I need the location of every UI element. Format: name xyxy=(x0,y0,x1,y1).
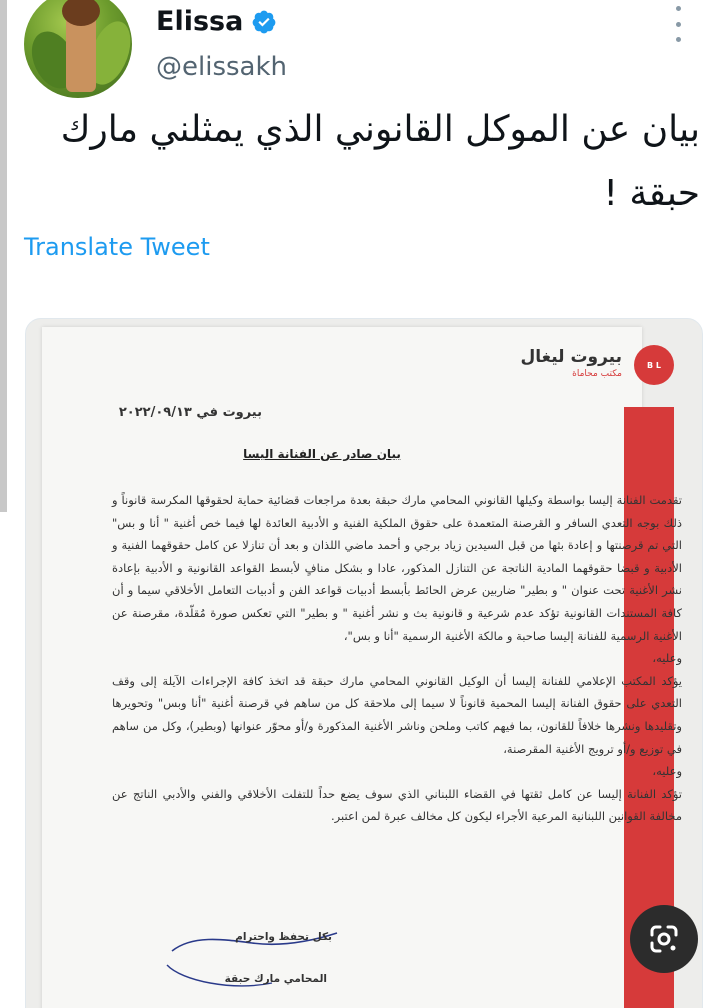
document-page xyxy=(42,327,682,1008)
firm-name: بيروت ليغال xyxy=(520,347,622,367)
document-closing: بكل تحفظ واحترام xyxy=(235,931,332,943)
author-name-row[interactable] xyxy=(156,6,277,37)
document-paragraph: وعليه، xyxy=(652,651,682,666)
tweet-text: بيان عن الموكل القانوني الذي يمثلني مارك حبقة ! xyxy=(60,109,700,214)
document-paragraph: يؤكد المكتب الإعلامي للفنانة إليسا أن الوكيل القانوني المحامي مارك حبقة قد اتخذ كافة الإجراءات الآيلة إلى وقف التعدي على حقوق الفنانة إليسا المحمية قانوناً لا سيما إلى ملاحقة كل من ساهم في قرصنة أغنية "أنا وبس" وتحويرها وتقليدها ونشرها خلافاً للقانون، بما فيهم كاتب وملحن وناشر الأغنية المذكورة و/أو محوّر عنوانها (وبطير)، وكل من ساهم في توزيع و/أو ترويج الأغنية المقرصنة، xyxy=(112,673,682,756)
avatar[interactable] xyxy=(24,0,132,98)
lens-glyph-icon xyxy=(646,921,682,957)
firm-logo-icon: B L xyxy=(634,345,674,385)
tweet-media-image[interactable] xyxy=(25,318,703,1008)
translate-tweet-link[interactable]: Translate Tweet xyxy=(24,233,210,261)
document-paragraph: تقدمت الفنانة إليسا بواسطة وكيلها القانوني المحامي مارك حبقة بعدة مراجعات قضائية حماية لحقوقها المكرسة قانوناً و ذلك بوجه التعدي السافر و القرصنة المتعمدة على حقوق الملكية الفنية و الأدبية العائدة لها فيما خص أغنية " أنا و بس" التي تم قرصنتها و إعادة بثها من قبل السيدين زياد برجي و أحمد ماضي اللذان و بعد أن تنازلا عن كامل حقوقهما الفنية و الأدبية و قبضا حقوقهما المادية الناتجة عن التنازل المذكور، عادا و بشكل منافٍ لأبسط القواعد القانونية و الأدبية بإعادة نشر الأغنية تحت عنوان " و بطير" ضاربين عرض الحائط بأبسط أدبيات قواعد الفن و أدبيات التعامل الأخلاقي سيما و أن كافة المستندات القانونية تؤكد عدم شرعية و قانونية بث و نشر أغنية " و بطير" التي تعكس صورة مُقلّدة، مقرصنة عن الأغنية الرسمية للفنانة إليسا صاحبة و مالكة الأغنية الرسمية "أنا و بس"، xyxy=(112,493,682,643)
document-heading: بيان صادر عن الفنانة اليسا xyxy=(243,447,401,461)
document-paragraph: تؤكد الفنانة إليسا عن كامل ثقتها في القضاء اللبناني الذي سوف يضع حداً للتفلت الأخلاقي والفني والأدبي الناتج عن مخالفة القوانين اللبنانية المرعية الأجراء ليكون كل مخالف عبرة لمن اعتبر. xyxy=(112,786,682,824)
document-paragraph: وعليه، xyxy=(652,764,682,779)
more-vertical-icon[interactable] xyxy=(668,6,688,42)
google-lens-icon[interactable] xyxy=(630,905,698,973)
author-name[interactable]: Elissa xyxy=(156,6,244,37)
firm-subtitle: مكتب محاماة xyxy=(572,369,622,379)
author-handle[interactable]: @elissakh xyxy=(156,52,288,82)
document-date: بيروت في ٢٠٢٢/٠٩/١٣ xyxy=(118,405,262,420)
left-edge-bar xyxy=(0,0,7,512)
document-signer: المحامي مارك حبقة xyxy=(224,973,327,985)
document-body xyxy=(112,489,682,828)
verified-badge-icon xyxy=(251,9,277,35)
